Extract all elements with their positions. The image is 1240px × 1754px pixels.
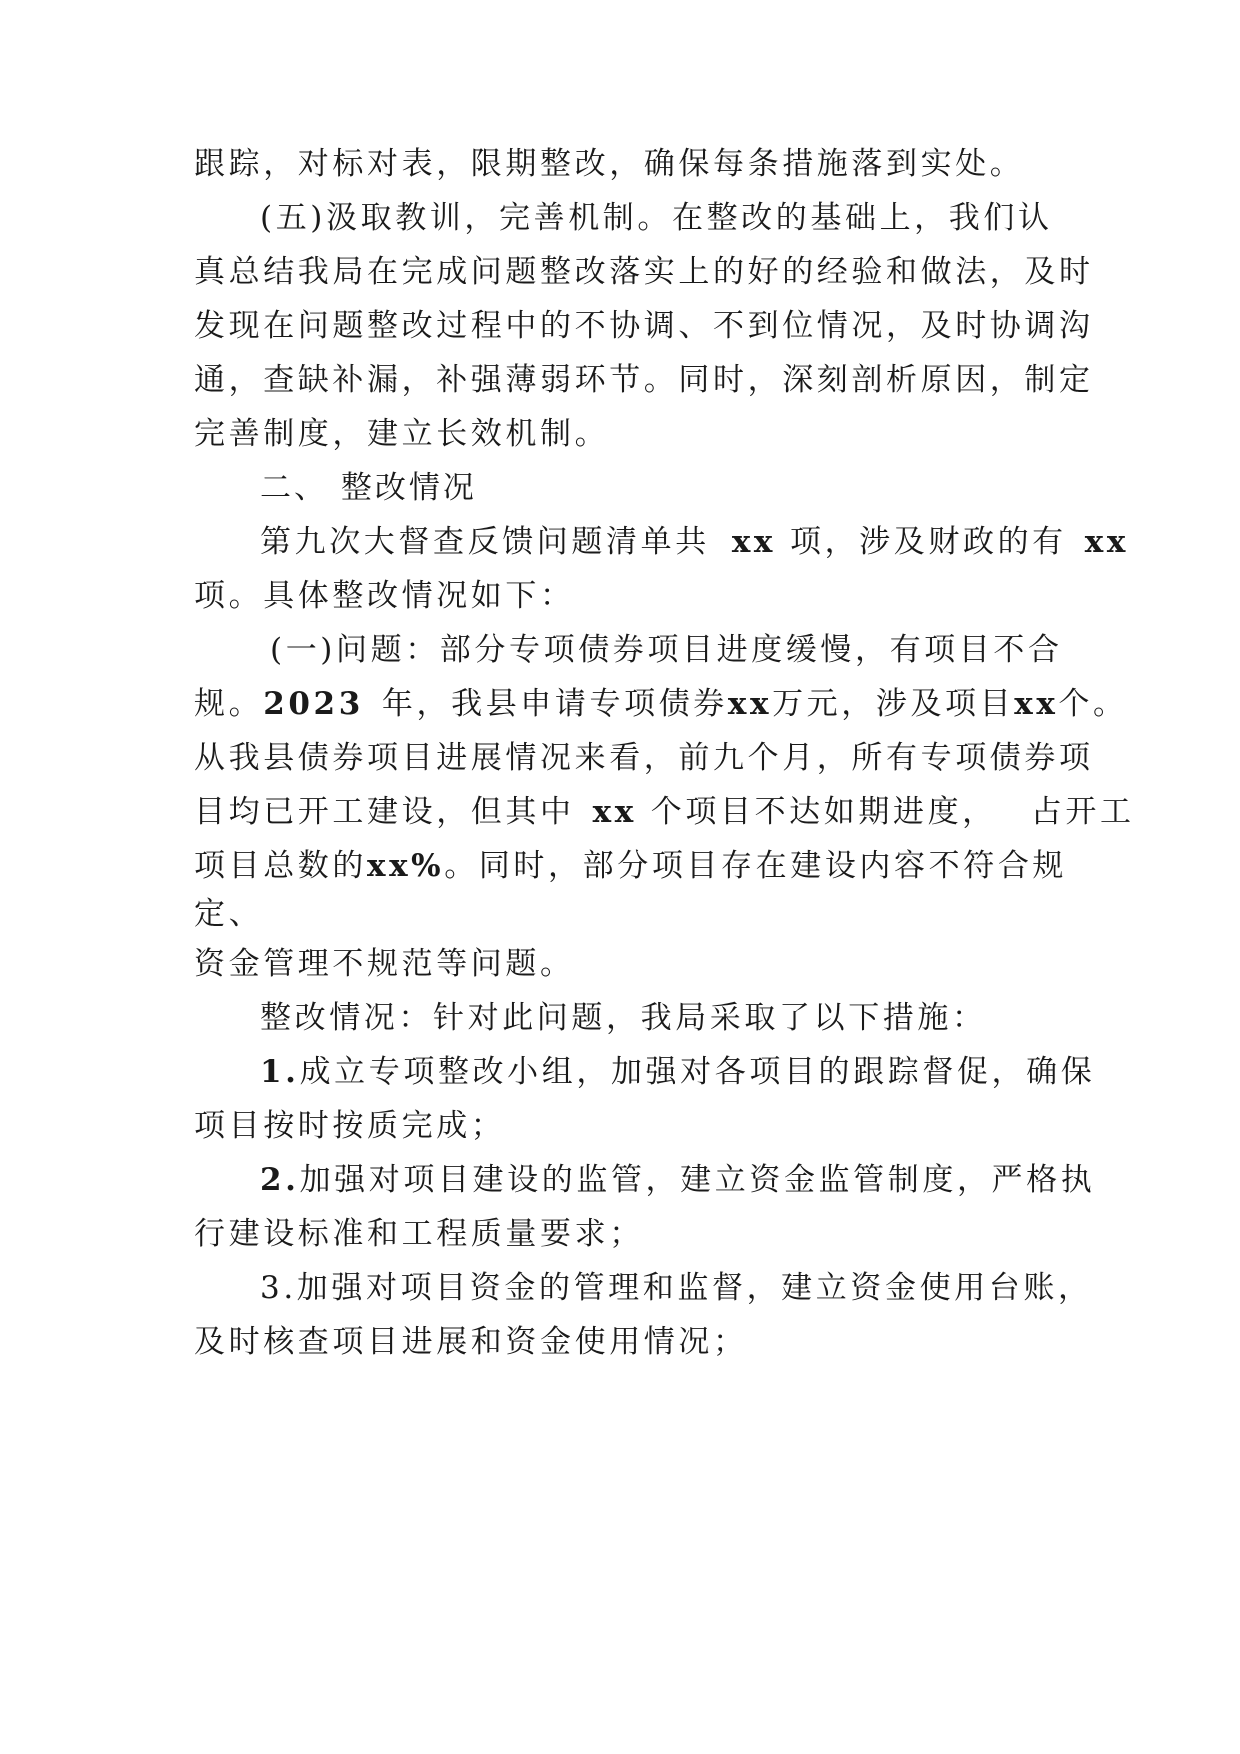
text-line: 真总结我局在完成问题整改落实上的好的经验和做法，及时 (194, 254, 1094, 290)
text-line: 完善制度，建立长效机制。 (194, 416, 610, 452)
text-line: 从我县债券项目进展情况来看，前九个月，所有专项债券项 (194, 740, 1094, 776)
text-line: 规。2023 年，我县申请专项债券xx万元，涉及项目xx个。 (194, 686, 1128, 722)
text-line: 及时核查项目进展和资金使用情况； (194, 1324, 748, 1360)
text-line: (一)问题：部分专项债券项目进度缓慢，有项目不合 (270, 632, 1063, 668)
text-line: 行建设标准和工程质量要求； (194, 1216, 644, 1252)
text-line: 跟踪，对标对表，限期整改，确保每条措施落到实处。 (194, 146, 1025, 182)
text-line: 定、 (194, 896, 264, 932)
section-heading: 二、 整改情况 (260, 470, 477, 506)
text-line: 通，查缺补漏，补强薄弱环节。同时，深刻剖析原因，制定 (194, 362, 1094, 398)
text-line: 目均已开工建设，但其中 xx 个项目不达如期进度， 占开工 (194, 794, 1135, 830)
text-line: 第九次大督查反馈问题清单共 xx 项，涉及财政的有 xx (260, 524, 1129, 560)
text-line: 项。具体整改情况如下： (194, 578, 575, 614)
text-line: (五)汲取教训，完善机制。在整改的基础上，我们认 (260, 200, 1053, 236)
text-line: 项目按时按质完成； (194, 1108, 506, 1144)
list-item: 1.成立专项整改小组，加强对各项目的跟踪督促，确保 (260, 1054, 1096, 1090)
text-line: 资金管理不规范等问题。 (194, 946, 575, 982)
text-line: 整改情况：针对此问题，我局采取了以下措施： (260, 1000, 987, 1036)
list-item: 2.加强对项目建设的监管，建立资金监管制度，严格执 (260, 1162, 1096, 1198)
list-item: 3.加强对项目资金的管理和监督，建立资金使用台账， (260, 1270, 1093, 1306)
text-line: 发现在问题整改过程中的不协调、不到位情况，及时协调沟 (194, 308, 1094, 344)
text-line: 项目总数的xx%。同时，部分项目存在建设内容不符合规 (194, 848, 1068, 884)
